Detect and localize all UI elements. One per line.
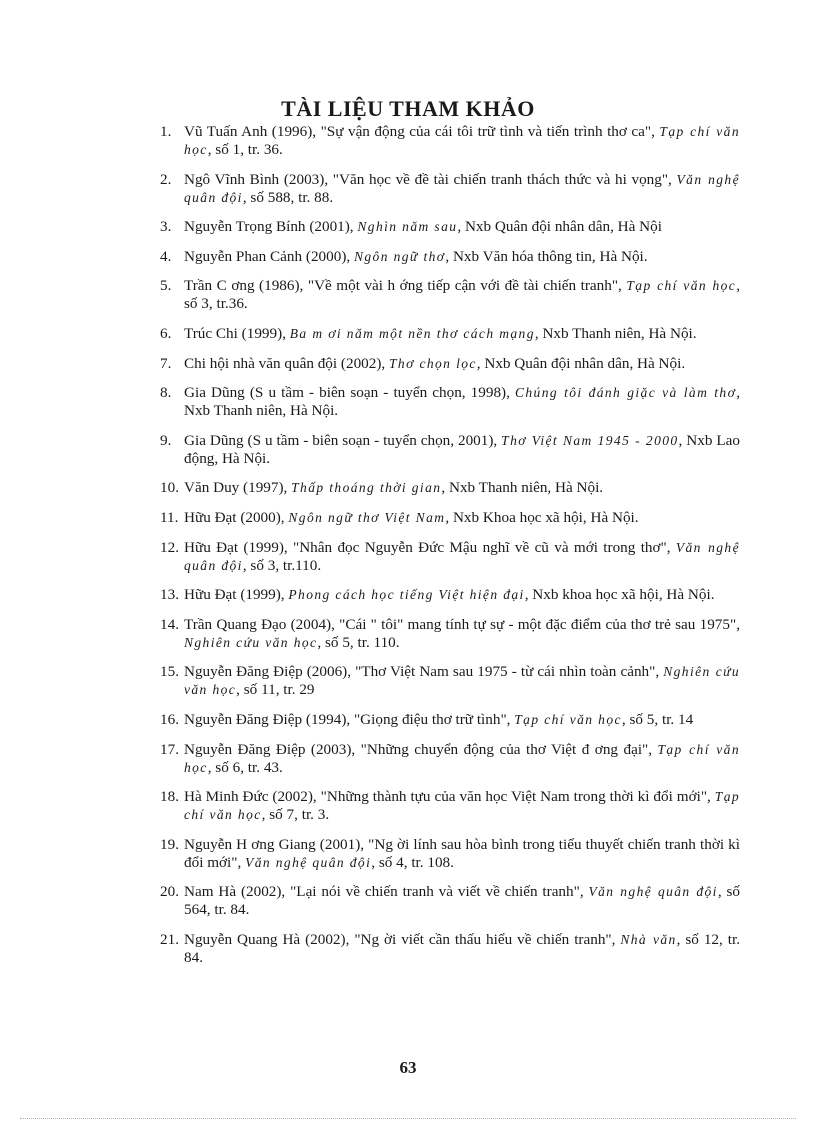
reference-item xyxy=(160,836,740,872)
reference-number: 18. xyxy=(160,788,179,806)
page-number: 63 xyxy=(399,1058,417,1077)
reference-details: , số 4, tr. 108. xyxy=(371,853,454,871)
reference-item xyxy=(160,218,740,236)
reference-item xyxy=(160,479,740,497)
reference-details: , số 11, tr. 29 xyxy=(236,681,315,699)
reference-number: 10. xyxy=(160,479,179,497)
reference-author-title: Nguyễn Trọng Bính (2001), xyxy=(184,218,358,236)
reference-item xyxy=(160,711,740,729)
reference-details: , số 3, tr.36. xyxy=(184,277,740,313)
reference-source: Nghiên cứu văn học xyxy=(184,634,318,650)
reference-number: 7. xyxy=(160,354,172,372)
reference-number: 16. xyxy=(160,710,179,728)
reference-number: 20. xyxy=(160,883,179,901)
reference-source: Nghiên cứu văn học xyxy=(184,664,740,698)
reference-source: Ba m ơi năm một nền thơ cách mạng xyxy=(289,325,535,341)
reference-number: 1. xyxy=(160,123,172,140)
reference-author-title: Ngô Vĩnh Bình (2003), "Văn học về đề tài chiến tranh thách thức và hi vọng", xyxy=(184,170,677,188)
reference-author-title: Vũ Tuấn Anh (1996), "Sự vận động của cái tôi trữ tình và tiến trình thơ ca", xyxy=(184,123,660,140)
reference-source: Văn nghệ quân đội xyxy=(245,854,372,870)
reference-item xyxy=(160,741,740,777)
reference-number: 9. xyxy=(160,431,172,449)
reference-item xyxy=(160,325,740,343)
reference-number: 8. xyxy=(160,384,172,402)
reference-details: , số 3, tr.110. xyxy=(242,556,322,574)
reference-source: Chúng tôi đánh giặc và làm thơ xyxy=(515,385,737,401)
reference-item xyxy=(160,509,740,527)
reference-author-title: Gia Dũng (S u tầm - biên soạn - tuyển chọn, 2001), xyxy=(184,431,502,449)
reference-author-title: Nguyễn Phan Cảnh (2000), xyxy=(184,247,354,265)
reference-author-title: Trần Quang Đạo (2004), "Cái " tôi" mang tính tự sự - một đặc điểm của thơ trẻ sau 1975", xyxy=(184,615,740,633)
reference-source: Thơ chọn lọc xyxy=(389,355,477,371)
reference-number: 13. xyxy=(160,586,179,604)
reference-author-title: Trần C ơng (1986), "Về một vài h ớng tiếp cận với đề tài chiến tranh", xyxy=(184,277,627,295)
reference-source: Tạp chí văn học xyxy=(184,789,740,823)
reference-details: , Nxb khoa học xã hội, Hà Nội. xyxy=(524,586,715,604)
reference-author-title: Nguyễn Đăng Điệp (1994), "Giọng điệu thơ trữ tình", xyxy=(184,710,515,728)
reference-number: 14. xyxy=(160,615,179,633)
reference-number: 4. xyxy=(160,247,172,265)
reference-author-title: Văn Duy (1997), xyxy=(184,479,292,497)
reference-number: 19. xyxy=(160,835,179,853)
reference-number: 12. xyxy=(160,538,179,556)
reference-author-title: Nguyễn Quang Hà (2002), "Ng ời viết cần thấu hiểu về chiến tranh", xyxy=(184,930,621,948)
reference-source: Nghìn năm sau xyxy=(357,219,458,235)
reference-item xyxy=(160,171,740,207)
reference-source: Ngôn ngữ thơ xyxy=(354,248,446,264)
reference-item xyxy=(160,384,740,420)
reference-details: , số 12, tr. 84. xyxy=(184,930,740,966)
reference-author-title: Nguyễn H ơng Giang (2001), "Ng ời lính sau hòa bình trong tiểu thuyết chiến tranh thời kì đổi mới", xyxy=(184,835,740,871)
reference-author-title: Nam Hà (2002), "Lại nói về chiến tranh và viết về chiến tranh", xyxy=(184,883,589,901)
reference-details: , số 1, tr. 36. xyxy=(207,141,283,158)
reference-list xyxy=(160,123,740,978)
reference-details: , Nxb Thanh niên, Hà Nội. xyxy=(441,479,604,497)
page-title: TÀI LIỆU THAM KHẢO xyxy=(281,96,535,121)
reference-source: Tạp chí văn học xyxy=(626,278,737,294)
reference-details: , Nxb Khoa học xã hội, Hà Nội. xyxy=(445,508,639,526)
reference-author-title: Chi hội nhà văn quân đội (2002), xyxy=(184,354,390,372)
reference-item xyxy=(160,663,740,699)
reference-details: , số 6, tr. 43. xyxy=(207,758,283,776)
reference-author-title: Nguyễn Đăng Điệp (2006), "Thơ Việt Nam sau 1975 - từ cái nhìn toàn cảnh", xyxy=(184,663,664,681)
reference-number: 6. xyxy=(160,324,172,342)
reference-number: 2. xyxy=(160,170,172,188)
reference-item xyxy=(160,883,740,919)
reference-number: 15. xyxy=(160,663,179,681)
reference-details: , Nxb Văn hóa thông tin, Hà Nội. xyxy=(445,247,648,265)
reference-details: , Nxb Quân đội nhân dân, Hà Nội xyxy=(457,218,662,236)
reference-author-title: Hữu Đạt (1999), xyxy=(184,586,289,604)
reference-source: Nhà văn xyxy=(620,931,677,947)
bottom-divider xyxy=(20,1118,796,1119)
reference-item xyxy=(160,123,740,159)
reference-source: Văn nghệ quân đội xyxy=(184,539,740,573)
reference-details: , số 5, tr. 14 xyxy=(621,710,694,728)
reference-details: , Nxb Thanh niên, Hà Nội. xyxy=(184,384,740,420)
reference-source: Văn nghệ quân đội xyxy=(588,884,718,900)
reference-number: 5. xyxy=(160,277,172,295)
reference-details: , Nxb Thanh niên, Hà Nội. xyxy=(534,324,697,342)
reference-number: 11. xyxy=(160,508,179,526)
reference-number: 3. xyxy=(160,218,172,236)
reference-details: , số 588, tr. 88. xyxy=(242,188,334,206)
reference-author-title: Hữu Đạt (2000), xyxy=(184,508,289,526)
reference-details: , Nxb Lao động, Hà Nội. xyxy=(184,431,740,467)
reference-item xyxy=(160,931,740,967)
reference-source: Tạp chí văn học xyxy=(514,711,622,727)
reference-item xyxy=(160,788,740,824)
reference-source: Phong cách học tiếng Việt hiện đại xyxy=(288,587,525,603)
reference-details: , Nxb Quân đội nhân dân, Hà Nội. xyxy=(476,354,686,372)
reference-number: 17. xyxy=(160,740,179,758)
reference-item xyxy=(160,277,740,313)
reference-source: Tạp chí văn học xyxy=(184,741,740,775)
reference-number: 21. xyxy=(160,930,179,948)
reference-source: Ngôn ngữ thơ Việt Nam xyxy=(288,509,446,525)
reference-item xyxy=(160,586,740,604)
reference-author-title: Gia Dũng (S u tầm - biên soạn - tuyển chọn, 1998), xyxy=(184,384,515,402)
reference-author-title: Hữu Đạt (1999), "Nhân đọc Nguyễn Đức Mậu nghĩ về cũ và mới trong thơ", xyxy=(184,538,676,556)
reference-details: , số 7, tr. 3. xyxy=(261,806,330,824)
reference-item xyxy=(160,539,740,575)
reference-item xyxy=(160,616,740,652)
reference-source: Thấp thoáng thời gian xyxy=(291,480,442,496)
reference-item xyxy=(160,355,740,373)
reference-source: Tạp chí văn học xyxy=(184,124,740,157)
reference-item xyxy=(160,248,740,266)
reference-details: , số 5, tr. 110. xyxy=(317,633,400,651)
reference-source: Thơ Việt Nam 1945 - 2000 xyxy=(501,432,679,448)
reference-author-title: Hà Minh Đức (2002), "Những thành tựu của văn học Việt Nam trong thời kì đổi mới", xyxy=(184,788,715,806)
reference-author-title: Nguyễn Đăng Điệp (2003), "Những chuyển động của thơ Việt đ ơng đại", xyxy=(184,740,658,758)
reference-details: , số 564, tr. 84. xyxy=(184,883,741,919)
reference-source: Văn nghệ quân đội xyxy=(184,171,740,205)
reference-author-title: Trúc Chi (1999), xyxy=(184,324,290,342)
reference-item xyxy=(160,432,740,468)
